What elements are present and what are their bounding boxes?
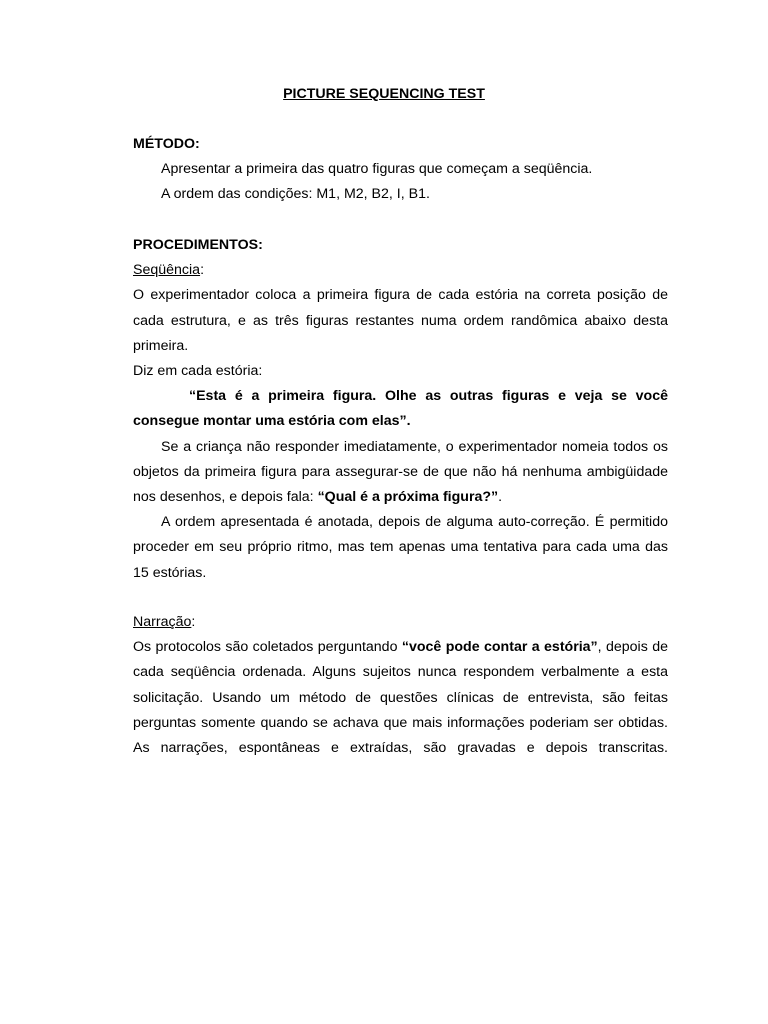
- narracao-section: [133, 610, 668, 761]
- metodo-line-1: Apresentar a primeira das quatro figuras que começam a seqüência.: [161, 161, 593, 178]
- narracao-subheading: [133, 610, 668, 635]
- narracao-colon: :: [191, 614, 196, 630]
- sequencia-colon: :: [200, 262, 205, 279]
- metodo-section: [133, 132, 668, 208]
- sequencia-label: Seqüência: [133, 262, 201, 279]
- sequencia-subheading: [133, 258, 668, 283]
- procedimentos-paragraph-3: A ordem apresentada é anotada, depois de alguma auto-correção. É permitido proceder em seu próprio ritmo, mas tem apenas uma tentativa para cada uma das 15 estórias.: [133, 514, 668, 581]
- procedimentos-heading: PROCEDIMENTOS:: [133, 237, 263, 253]
- narracao-text-end: , depois de cada seqüência ordenada. Alguns sujeitos nunca respondem verbalmente a esta solicitação. Usando um método de questões clínicas de entrevista, são feitas perguntas somente quando se achava que mais informações poderiam ser obtidas. As narrações, espontâneas e extraídas, são gravadas e depois transcritas.: [133, 639, 668, 757]
- narracao-paragraph: [133, 635, 668, 761]
- instruction-quote-line-2: consegue montar uma estória com elas”.: [133, 413, 411, 430]
- metodo-line-2: A ordem das condições: M1, M2, B2, I, B1.: [161, 186, 430, 203]
- narracao-question: “você pode contar a estória”: [401, 639, 598, 656]
- next-figure-question: “Qual é a próxima figura?”: [317, 489, 499, 506]
- procedimentos-paragraph-1: O experimentador coloca a primeira figura de cada estória na correta posição de cada estrutura, e as três figuras restantes numa ordem randômica abaixo desta primeira.: [133, 287, 668, 354]
- metodo-heading: MÉTODO:: [133, 136, 200, 152]
- instruction-quote-line-1: “Esta é a primeira figura. Olhe as outras figuras e veja se você: [189, 388, 668, 405]
- document-title: PICTURE SEQUENCING TEST: [283, 86, 485, 102]
- diz-em-cada-estoria: Diz em cada estória:: [133, 363, 263, 380]
- narracao-label: Narração: [133, 614, 192, 630]
- procedimentos-section: [133, 233, 668, 586]
- procedimentos-paragraph-2: [133, 435, 668, 511]
- narracao-text-start: Os protocolos são coletados perguntando: [133, 639, 402, 656]
- paragraph-2-text: Se a criança não responder imediatamente, o experimentador nomeia todos os objetos da primeira figura para assegurar-se de que não há nenhuma ambigüidade nos desenhos, e depois fala:: [133, 438, 668, 506]
- paragraph-2-end: .: [498, 489, 503, 506]
